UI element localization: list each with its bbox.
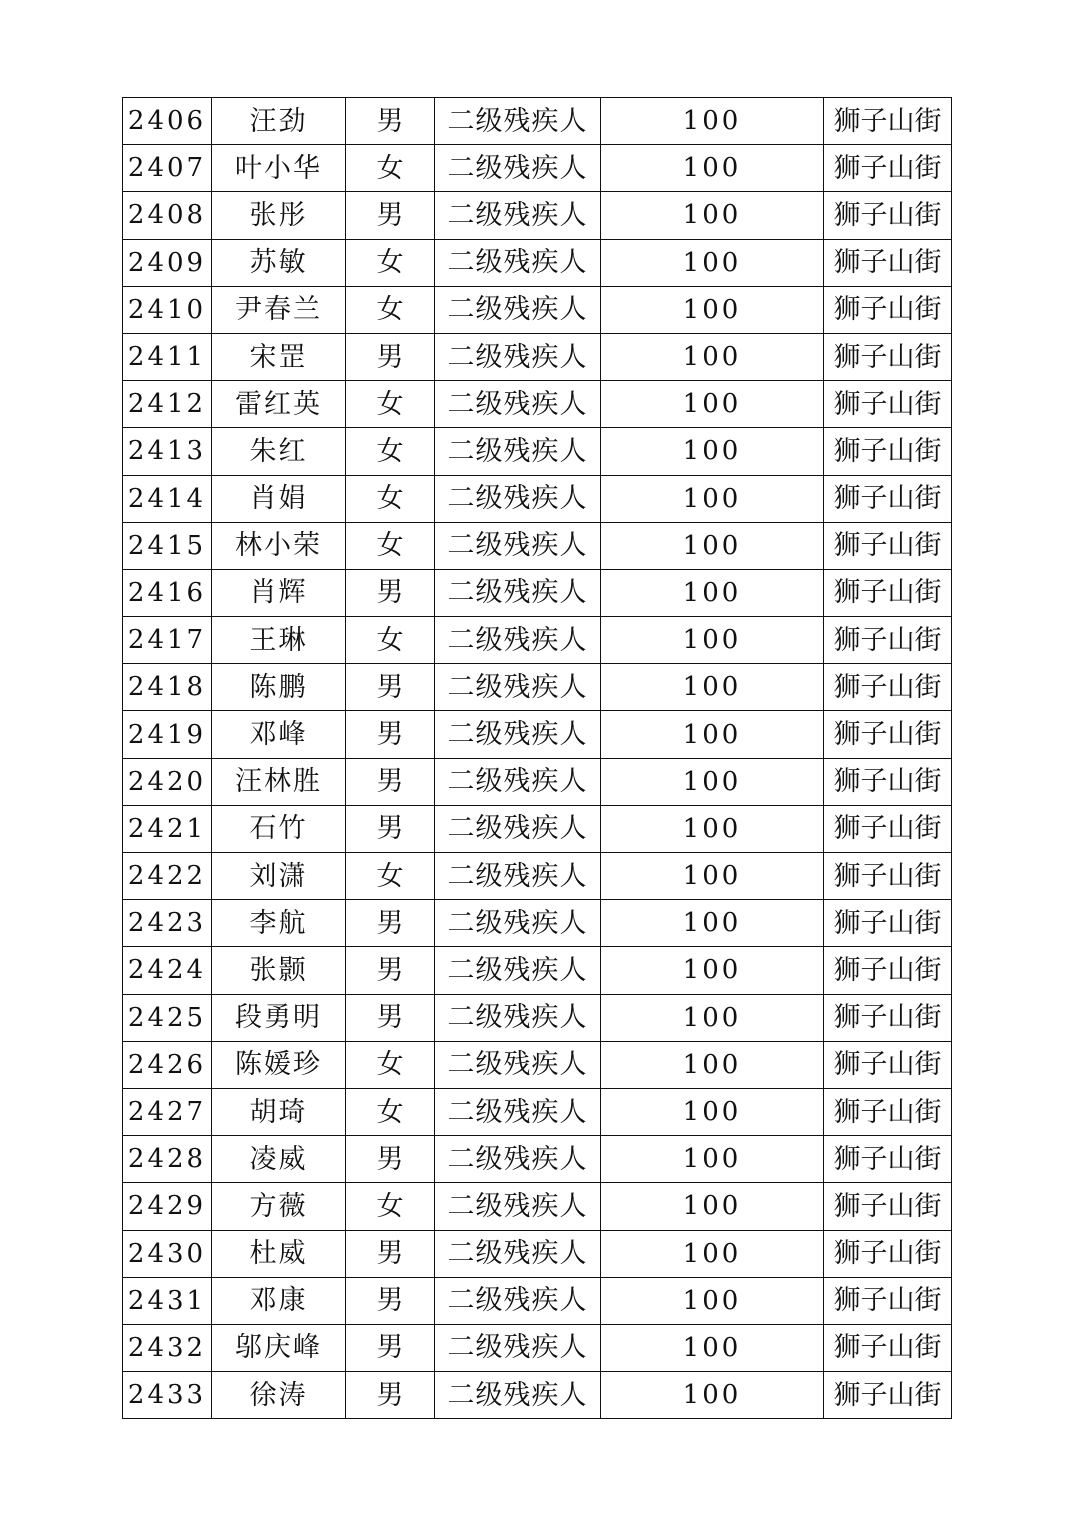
name-cell: 张彤 xyxy=(212,192,346,239)
disability-level-cell: 二级残疾人 xyxy=(435,522,601,569)
serial-number-cell: 2430 xyxy=(123,1230,212,1277)
table-row xyxy=(123,428,952,475)
disability-level-cell: 二级残疾人 xyxy=(435,711,601,758)
roster-table xyxy=(122,97,952,1419)
name-cell: 段勇明 xyxy=(212,994,346,1041)
serial-number-cell: 2418 xyxy=(123,664,212,711)
gender-cell: 女 xyxy=(346,428,435,475)
gender-cell: 女 xyxy=(346,853,435,900)
serial-number-cell: 2425 xyxy=(123,994,212,1041)
table-row xyxy=(123,333,952,380)
disability-level-cell: 二级残疾人 xyxy=(435,333,601,380)
gender-cell: 女 xyxy=(346,381,435,428)
street-cell: 狮子山街 xyxy=(824,145,952,192)
gender-cell: 男 xyxy=(346,1277,435,1324)
name-cell: 叶小华 xyxy=(212,145,346,192)
street-cell: 狮子山街 xyxy=(824,569,952,616)
disability-level-cell: 二级残疾人 xyxy=(435,239,601,286)
disability-level-cell: 二级残疾人 xyxy=(435,286,601,333)
name-cell: 杜威 xyxy=(212,1230,346,1277)
amount-cell: 100 xyxy=(601,98,824,145)
gender-cell: 男 xyxy=(346,1324,435,1371)
street-cell: 狮子山街 xyxy=(824,286,952,333)
amount-cell: 100 xyxy=(601,428,824,475)
disability-level-cell: 二级残疾人 xyxy=(435,1183,601,1230)
serial-number-cell: 2410 xyxy=(123,286,212,333)
serial-number-cell: 2429 xyxy=(123,1183,212,1230)
serial-number-cell: 2417 xyxy=(123,617,212,664)
disability-level-cell: 二级残疾人 xyxy=(435,617,601,664)
amount-cell: 100 xyxy=(601,569,824,616)
gender-cell: 男 xyxy=(346,664,435,711)
table-row xyxy=(123,711,952,758)
serial-number-cell: 2421 xyxy=(123,805,212,852)
street-cell: 狮子山街 xyxy=(824,1230,952,1277)
table-row xyxy=(123,947,952,994)
name-cell: 肖辉 xyxy=(212,569,346,616)
street-cell: 狮子山街 xyxy=(824,711,952,758)
roster-table-body xyxy=(123,98,952,1419)
gender-cell: 男 xyxy=(346,805,435,852)
gender-cell: 男 xyxy=(346,569,435,616)
name-cell: 肖娟 xyxy=(212,475,346,522)
street-cell: 狮子山街 xyxy=(824,853,952,900)
disability-level-cell: 二级残疾人 xyxy=(435,758,601,805)
serial-number-cell: 2424 xyxy=(123,947,212,994)
gender-cell: 女 xyxy=(346,617,435,664)
street-cell: 狮子山街 xyxy=(824,1372,952,1419)
name-cell: 雷红英 xyxy=(212,381,346,428)
name-cell: 张颢 xyxy=(212,947,346,994)
amount-cell: 100 xyxy=(601,1183,824,1230)
name-cell: 陈鹏 xyxy=(212,664,346,711)
serial-number-cell: 2427 xyxy=(123,1088,212,1135)
amount-cell: 100 xyxy=(601,381,824,428)
street-cell: 狮子山街 xyxy=(824,333,952,380)
name-cell: 苏敏 xyxy=(212,239,346,286)
street-cell: 狮子山街 xyxy=(824,758,952,805)
table-row xyxy=(123,569,952,616)
street-cell: 狮子山街 xyxy=(824,1277,952,1324)
street-cell: 狮子山街 xyxy=(824,1324,952,1371)
table-row xyxy=(123,1277,952,1324)
gender-cell: 男 xyxy=(346,98,435,145)
table-row xyxy=(123,475,952,522)
table-row xyxy=(123,853,952,900)
disability-level-cell: 二级残疾人 xyxy=(435,1230,601,1277)
name-cell: 尹春兰 xyxy=(212,286,346,333)
disability-level-cell: 二级残疾人 xyxy=(435,1088,601,1135)
gender-cell: 男 xyxy=(346,333,435,380)
serial-number-cell: 2416 xyxy=(123,569,212,616)
amount-cell: 100 xyxy=(601,617,824,664)
name-cell: 宋罡 xyxy=(212,333,346,380)
gender-cell: 男 xyxy=(346,1230,435,1277)
amount-cell: 100 xyxy=(601,853,824,900)
serial-number-cell: 2407 xyxy=(123,145,212,192)
table-row xyxy=(123,286,952,333)
amount-cell: 100 xyxy=(601,1372,824,1419)
amount-cell: 100 xyxy=(601,1136,824,1183)
disability-level-cell: 二级残疾人 xyxy=(435,805,601,852)
gender-cell: 女 xyxy=(346,1088,435,1135)
table-row xyxy=(123,994,952,1041)
disability-level-cell: 二级残疾人 xyxy=(435,947,601,994)
table-row xyxy=(123,1041,952,1088)
table-row xyxy=(123,1230,952,1277)
name-cell: 汪林胜 xyxy=(212,758,346,805)
table-row xyxy=(123,1372,952,1419)
name-cell: 朱红 xyxy=(212,428,346,475)
serial-number-cell: 2414 xyxy=(123,475,212,522)
table-row xyxy=(123,758,952,805)
disability-level-cell: 二级残疾人 xyxy=(435,428,601,475)
name-cell: 刘潇 xyxy=(212,853,346,900)
table-row xyxy=(123,900,952,947)
amount-cell: 100 xyxy=(601,522,824,569)
disability-level-cell: 二级残疾人 xyxy=(435,900,601,947)
serial-number-cell: 2423 xyxy=(123,900,212,947)
amount-cell: 100 xyxy=(601,994,824,1041)
table-row xyxy=(123,805,952,852)
street-cell: 狮子山街 xyxy=(824,664,952,711)
disability-level-cell: 二级残疾人 xyxy=(435,664,601,711)
serial-number-cell: 2420 xyxy=(123,758,212,805)
serial-number-cell: 2409 xyxy=(123,239,212,286)
name-cell: 王琳 xyxy=(212,617,346,664)
amount-cell: 100 xyxy=(601,664,824,711)
gender-cell: 女 xyxy=(346,286,435,333)
table-row xyxy=(123,239,952,286)
street-cell: 狮子山街 xyxy=(824,522,952,569)
name-cell: 徐涛 xyxy=(212,1372,346,1419)
serial-number-cell: 2432 xyxy=(123,1324,212,1371)
amount-cell: 100 xyxy=(601,1088,824,1135)
serial-number-cell: 2422 xyxy=(123,853,212,900)
name-cell: 邓峰 xyxy=(212,711,346,758)
gender-cell: 男 xyxy=(346,758,435,805)
serial-number-cell: 2431 xyxy=(123,1277,212,1324)
name-cell: 汪劲 xyxy=(212,98,346,145)
street-cell: 狮子山街 xyxy=(824,475,952,522)
disability-level-cell: 二级残疾人 xyxy=(435,569,601,616)
gender-cell: 女 xyxy=(346,522,435,569)
serial-number-cell: 2412 xyxy=(123,381,212,428)
street-cell: 狮子山街 xyxy=(824,805,952,852)
table-row xyxy=(123,664,952,711)
name-cell: 林小荣 xyxy=(212,522,346,569)
table-row xyxy=(123,1088,952,1135)
gender-cell: 女 xyxy=(346,1183,435,1230)
name-cell: 邬庆峰 xyxy=(212,1324,346,1371)
name-cell: 胡琦 xyxy=(212,1088,346,1135)
street-cell: 狮子山街 xyxy=(824,900,952,947)
serial-number-cell: 2433 xyxy=(123,1372,212,1419)
amount-cell: 100 xyxy=(601,286,824,333)
amount-cell: 100 xyxy=(601,947,824,994)
amount-cell: 100 xyxy=(601,239,824,286)
gender-cell: 女 xyxy=(346,145,435,192)
amount-cell: 100 xyxy=(601,1277,824,1324)
street-cell: 狮子山街 xyxy=(824,98,952,145)
gender-cell: 男 xyxy=(346,947,435,994)
amount-cell: 100 xyxy=(601,805,824,852)
street-cell: 狮子山街 xyxy=(824,617,952,664)
street-cell: 狮子山街 xyxy=(824,994,952,1041)
gender-cell: 女 xyxy=(346,239,435,286)
disability-level-cell: 二级残疾人 xyxy=(435,145,601,192)
gender-cell: 男 xyxy=(346,1136,435,1183)
street-cell: 狮子山街 xyxy=(824,239,952,286)
amount-cell: 100 xyxy=(601,1230,824,1277)
table-row xyxy=(123,1136,952,1183)
gender-cell: 男 xyxy=(346,711,435,758)
name-cell: 凌威 xyxy=(212,1136,346,1183)
street-cell: 狮子山街 xyxy=(824,947,952,994)
amount-cell: 100 xyxy=(601,192,824,239)
gender-cell: 女 xyxy=(346,475,435,522)
table-row xyxy=(123,145,952,192)
disability-level-cell: 二级残疾人 xyxy=(435,1041,601,1088)
disability-level-cell: 二级残疾人 xyxy=(435,192,601,239)
table-row xyxy=(123,192,952,239)
disability-level-cell: 二级残疾人 xyxy=(435,1277,601,1324)
disability-level-cell: 二级残疾人 xyxy=(435,475,601,522)
table-row xyxy=(123,1183,952,1230)
gender-cell: 男 xyxy=(346,900,435,947)
gender-cell: 男 xyxy=(346,1372,435,1419)
gender-cell: 男 xyxy=(346,192,435,239)
disability-level-cell: 二级残疾人 xyxy=(435,853,601,900)
amount-cell: 100 xyxy=(601,333,824,380)
name-cell: 邓康 xyxy=(212,1277,346,1324)
serial-number-cell: 2415 xyxy=(123,522,212,569)
street-cell: 狮子山街 xyxy=(824,381,952,428)
name-cell: 李航 xyxy=(212,900,346,947)
table-row xyxy=(123,1324,952,1371)
street-cell: 狮子山街 xyxy=(824,1088,952,1135)
table-row xyxy=(123,381,952,428)
serial-number-cell: 2411 xyxy=(123,333,212,380)
amount-cell: 100 xyxy=(601,711,824,758)
disability-level-cell: 二级残疾人 xyxy=(435,1324,601,1371)
serial-number-cell: 2413 xyxy=(123,428,212,475)
amount-cell: 100 xyxy=(601,900,824,947)
serial-number-cell: 2419 xyxy=(123,711,212,758)
disability-level-cell: 二级残疾人 xyxy=(435,1136,601,1183)
serial-number-cell: 2408 xyxy=(123,192,212,239)
serial-number-cell: 2426 xyxy=(123,1041,212,1088)
amount-cell: 100 xyxy=(601,145,824,192)
street-cell: 狮子山街 xyxy=(824,1041,952,1088)
serial-number-cell: 2428 xyxy=(123,1136,212,1183)
name-cell: 石竹 xyxy=(212,805,346,852)
table-row xyxy=(123,98,952,145)
name-cell: 陈媛珍 xyxy=(212,1041,346,1088)
amount-cell: 100 xyxy=(601,1324,824,1371)
gender-cell: 男 xyxy=(346,994,435,1041)
street-cell: 狮子山街 xyxy=(824,192,952,239)
serial-number-cell: 2406 xyxy=(123,98,212,145)
disability-level-cell: 二级残疾人 xyxy=(435,994,601,1041)
table-row xyxy=(123,522,952,569)
street-cell: 狮子山街 xyxy=(824,1136,952,1183)
table-row xyxy=(123,617,952,664)
gender-cell: 女 xyxy=(346,1041,435,1088)
disability-level-cell: 二级残疾人 xyxy=(435,381,601,428)
street-cell: 狮子山街 xyxy=(824,1183,952,1230)
amount-cell: 100 xyxy=(601,1041,824,1088)
amount-cell: 100 xyxy=(601,475,824,522)
amount-cell: 100 xyxy=(601,758,824,805)
disability-level-cell: 二级残疾人 xyxy=(435,1372,601,1419)
street-cell: 狮子山街 xyxy=(824,428,952,475)
name-cell: 方薇 xyxy=(212,1183,346,1230)
disability-level-cell: 二级残疾人 xyxy=(435,98,601,145)
